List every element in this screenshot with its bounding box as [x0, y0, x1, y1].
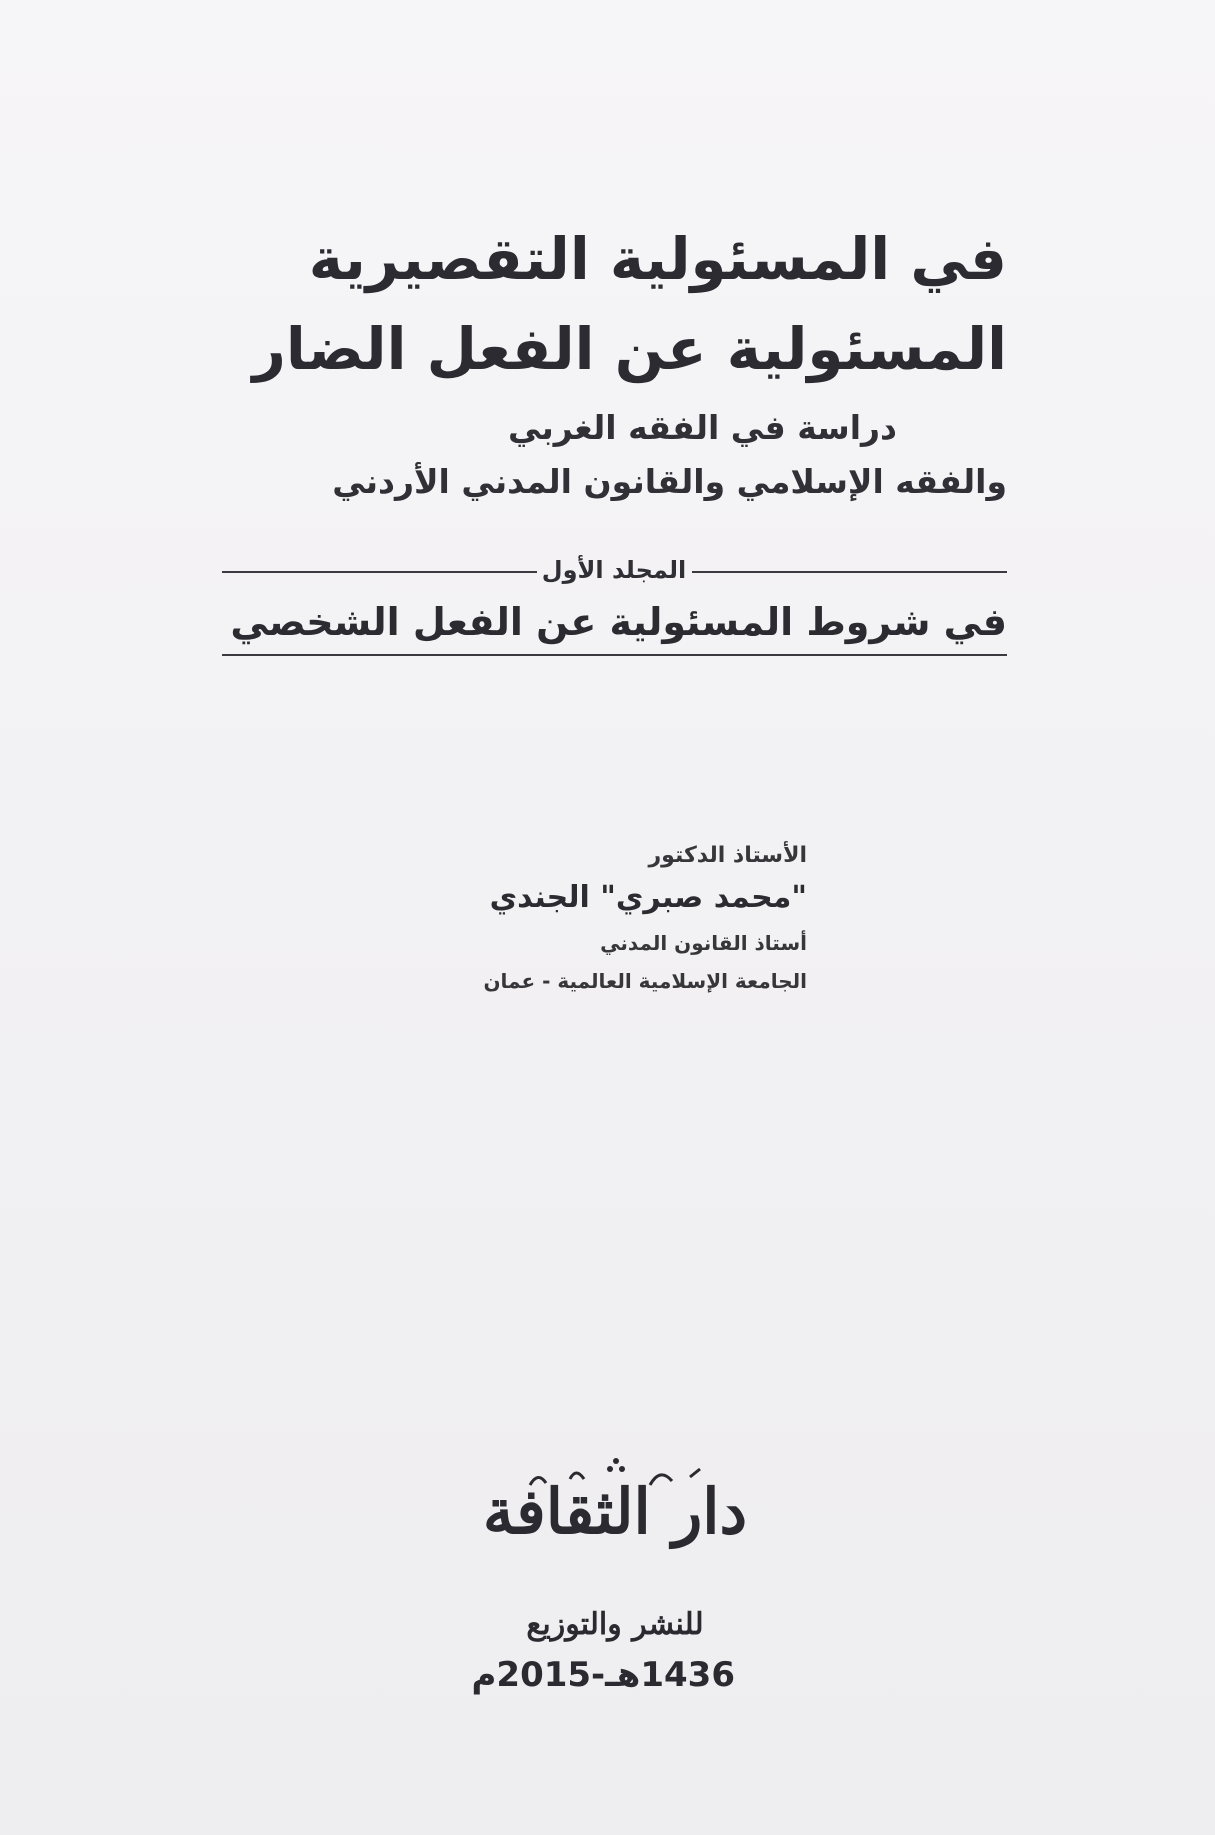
volume-rule-bottom — [222, 654, 1007, 656]
author-academic-title: الأستاذ الدكتور — [648, 843, 807, 868]
publication-year: 1436هـ-2015م — [471, 1655, 735, 1695]
volume-title: في شروط المسئولية عن الفعل الشخصي — [230, 600, 1007, 644]
main-title-line-2: المسئولية عن الفعل الضار — [252, 315, 1007, 383]
publisher-tagline: للنشر والتوزيع — [526, 1607, 704, 1642]
author-university: الجامعة الإسلامية العالمية - عمان — [483, 969, 807, 993]
main-title-line-1: في المسئولية التقصيرية — [308, 225, 1007, 293]
author-position: أستاذ القانون المدني — [600, 931, 807, 955]
author-name: "محمد صبري" الجندي — [489, 880, 807, 915]
publisher-name: دار الثقافة — [482, 1475, 748, 1548]
subtitle-line-1: دراسة في الفقه الغربي — [507, 408, 897, 447]
volume-rule-right — [692, 571, 1007, 573]
subtitle-line-2: والفقه الإسلامي والقانون المدني الأردني — [332, 462, 1007, 501]
volume-rule-left — [222, 571, 537, 573]
volume-label: المجلد الأول — [541, 556, 687, 584]
